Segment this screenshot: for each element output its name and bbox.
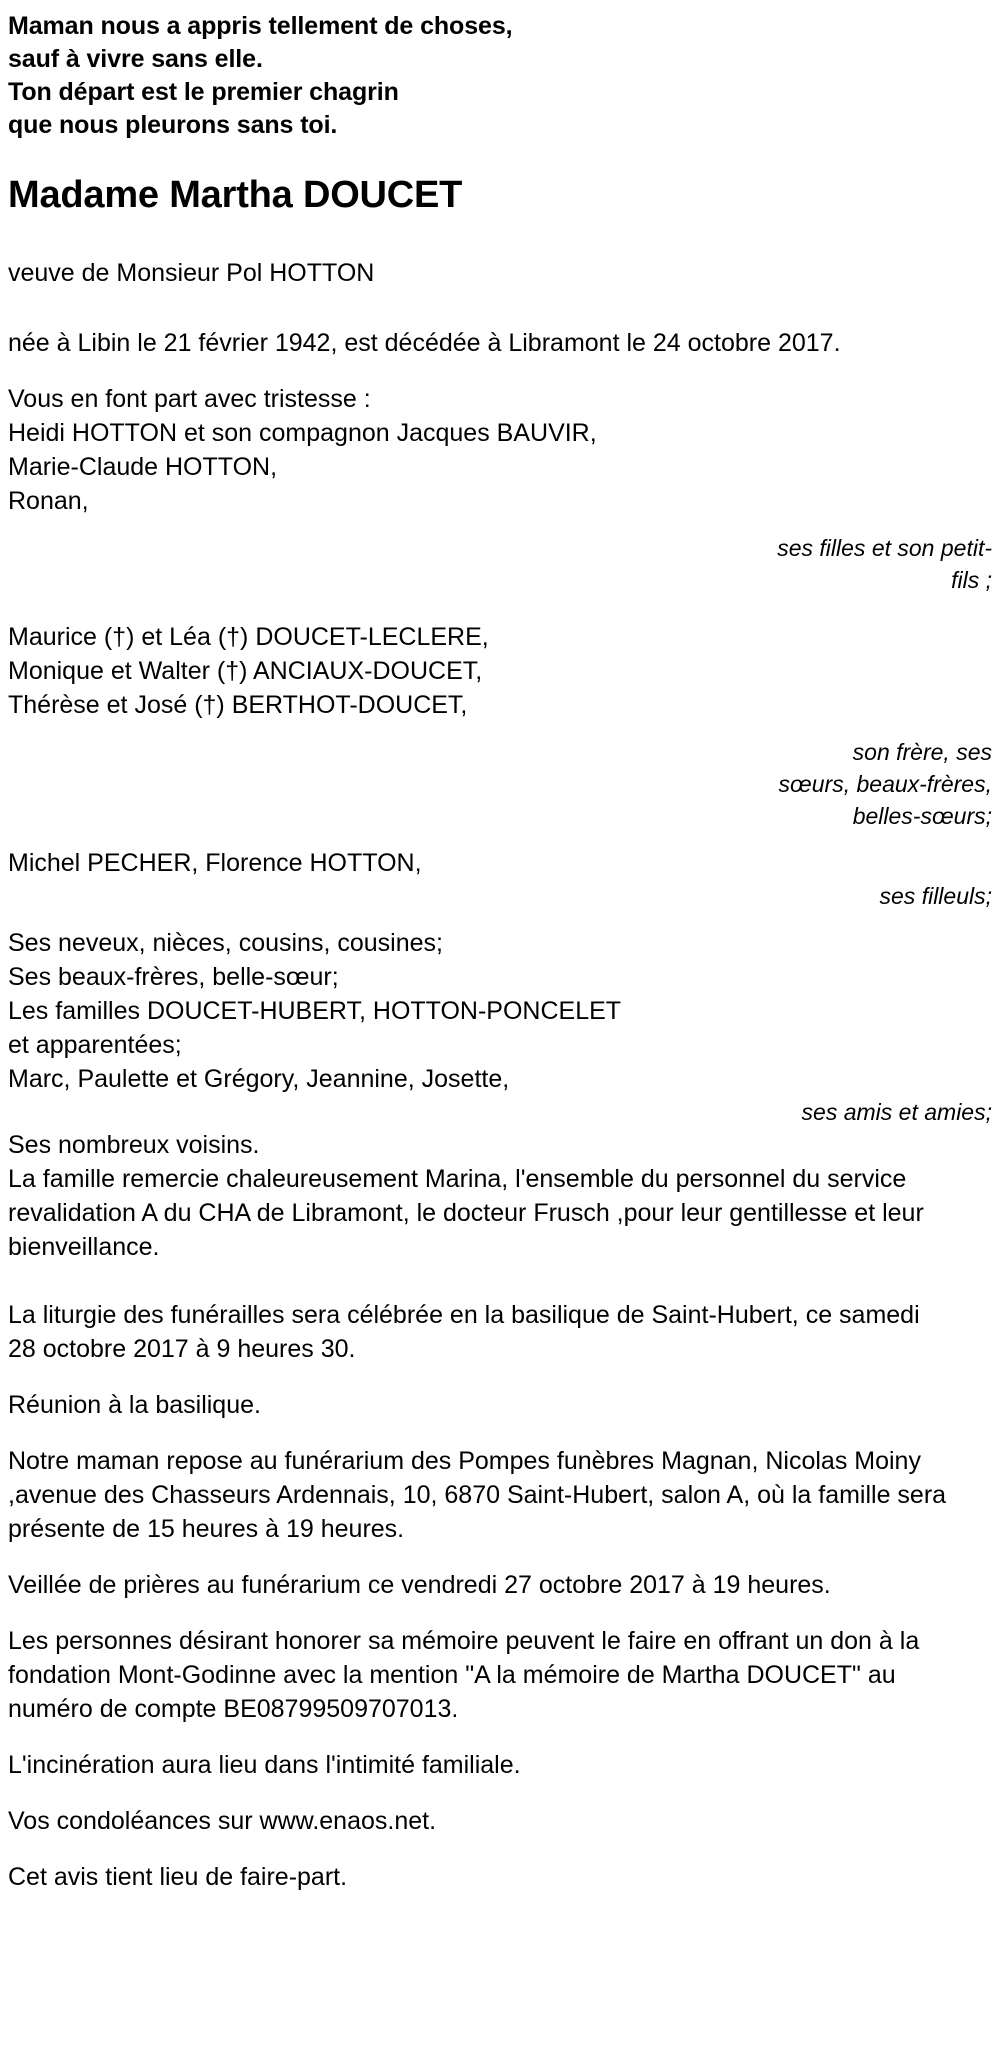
relation-note-siblings: son frère, ses sœurs, beaux-frères, belles-sœurs;: [778, 739, 999, 829]
extended-line-3: Les familles DOUCET-HUBERT, HOTTON-PONCELET: [8, 997, 622, 1025]
poem-line-1: Maman nous a appris tellement de choses,: [8, 12, 513, 40]
birth-death-text: née à Libin le 21 février 1942, est décédée à Libramont le 24 octobre 2017.: [8, 329, 841, 357]
relation-note-children: ses filles et son petit-fils ;: [777, 535, 992, 593]
poem-line-4: que nous pleurons sans toi.: [8, 111, 338, 139]
sibling-name-2: Monique et Walter (†) ANCIAUX-DOUCET,: [8, 657, 483, 685]
announcement-intro: Vous en font part avec tristesse :: [8, 385, 371, 413]
funerarium-text: Notre maman repose au funérarium des Pompes funèbres Magnan, Nicolas Moiny ,avenue des Chasseurs Ardennais, 10, 6870 Saint-Hubert, salon A, où la famille sera présente de 15 heures à 19 heures.: [8, 1447, 954, 1543]
poem-line-3: Ton départ est le premier chagrin: [8, 78, 399, 106]
funerarium-block: [8, 1444, 954, 1546]
spacer: [8, 518, 992, 532]
relation-note-godchildren: ses filleuls;: [879, 883, 992, 909]
poem-line-2: sauf à vivre sans elle.: [8, 45, 263, 73]
thanks-text: La famille remercie chaleureusement Marina, l'ensemble du personnel du service revalidation A du CHA de Libramont, le docteur Frusch ,pour leur gentillesse et leur bienveillance.: [8, 1165, 931, 1261]
condolences-text: Vos condoléances sur www.enaos.net.: [8, 1807, 437, 1835]
deceased-name: Madame Martha DOUCET: [8, 174, 463, 216]
spacer: [8, 722, 992, 736]
memorial-poem: [8, 10, 992, 142]
gathering-text: Réunion à la basilique.: [8, 1391, 261, 1419]
gathering-block: [8, 1388, 948, 1422]
faire-part-block: [8, 1860, 948, 1894]
spacer: [8, 1264, 992, 1298]
condolences-block: [8, 1804, 948, 1838]
godchildren-block: [8, 846, 968, 880]
birth-death-block: [8, 326, 948, 360]
extended-family-block: [8, 926, 968, 1096]
spouse-line: veuve de Monsieur Pol HOTTON: [8, 259, 375, 287]
cremation-text: L'incinération aura lieu dans l'intimité familiale.: [8, 1751, 521, 1779]
siblings-block: [8, 620, 968, 722]
godchild-name-1: Michel PECHER, Florence HOTTON,: [8, 849, 422, 877]
spacer: [8, 912, 992, 926]
donations-block: [8, 1624, 948, 1726]
vigil-text: Veillée de prières au funérarium ce vendredi 27 octobre 2017 à 19 heures.: [8, 1571, 831, 1599]
spacer: [8, 312, 992, 326]
extended-line-2: Ses beaux-frères, belle-sœur;: [8, 963, 339, 991]
neighbours-line: Ses nombreux voisins.: [8, 1131, 260, 1159]
spacer: [8, 596, 992, 620]
extended-line-1: Ses neveux, nièces, cousins, cousines;: [8, 929, 443, 957]
liturgy-block: [8, 1298, 948, 1366]
spacer: [8, 832, 992, 846]
announcement-block: [8, 382, 968, 518]
faire-part-text: Cet avis tient lieu de faire-part.: [8, 1863, 348, 1891]
child-name-1: Heidi HOTTON et son compagnon Jacques BAUVIR,: [8, 419, 597, 447]
friend-name-1: Marc, Paulette et Grégory, Jeannine, Josette,: [8, 1065, 510, 1093]
spouse-line-block: [8, 256, 948, 290]
child-name-2: Marie-Claude HOTTON,: [8, 453, 278, 481]
cremation-block: [8, 1748, 948, 1782]
extended-line-4: et apparentées;: [8, 1031, 182, 1059]
child-name-3: Ronan,: [8, 487, 89, 515]
sibling-name-3: Thérèse et José (†) BERTHOT-DOUCET,: [8, 691, 468, 719]
liturgy-text: La liturgie des funérailles sera célébrée en la basilique de Saint-Hubert, ce samedi 28 octobre 2017 à 9 heures 30.: [8, 1301, 927, 1363]
vigil-block: [8, 1568, 948, 1602]
relation-note-friends: ses amis et amies;: [801, 1099, 992, 1125]
sibling-name-1: Maurice (†) et Léa (†) DOUCET-LECLERE,: [8, 623, 489, 651]
donations-text: Les personnes désirant honorer sa mémoire peuvent le faire en offrant un don à la fondation Mont-Godinne avec la mention "A la mémoire de Martha DOUCET" au numéro de compte BE08799509707013.: [8, 1627, 927, 1723]
neighbours-thanks-block: [8, 1128, 968, 1264]
